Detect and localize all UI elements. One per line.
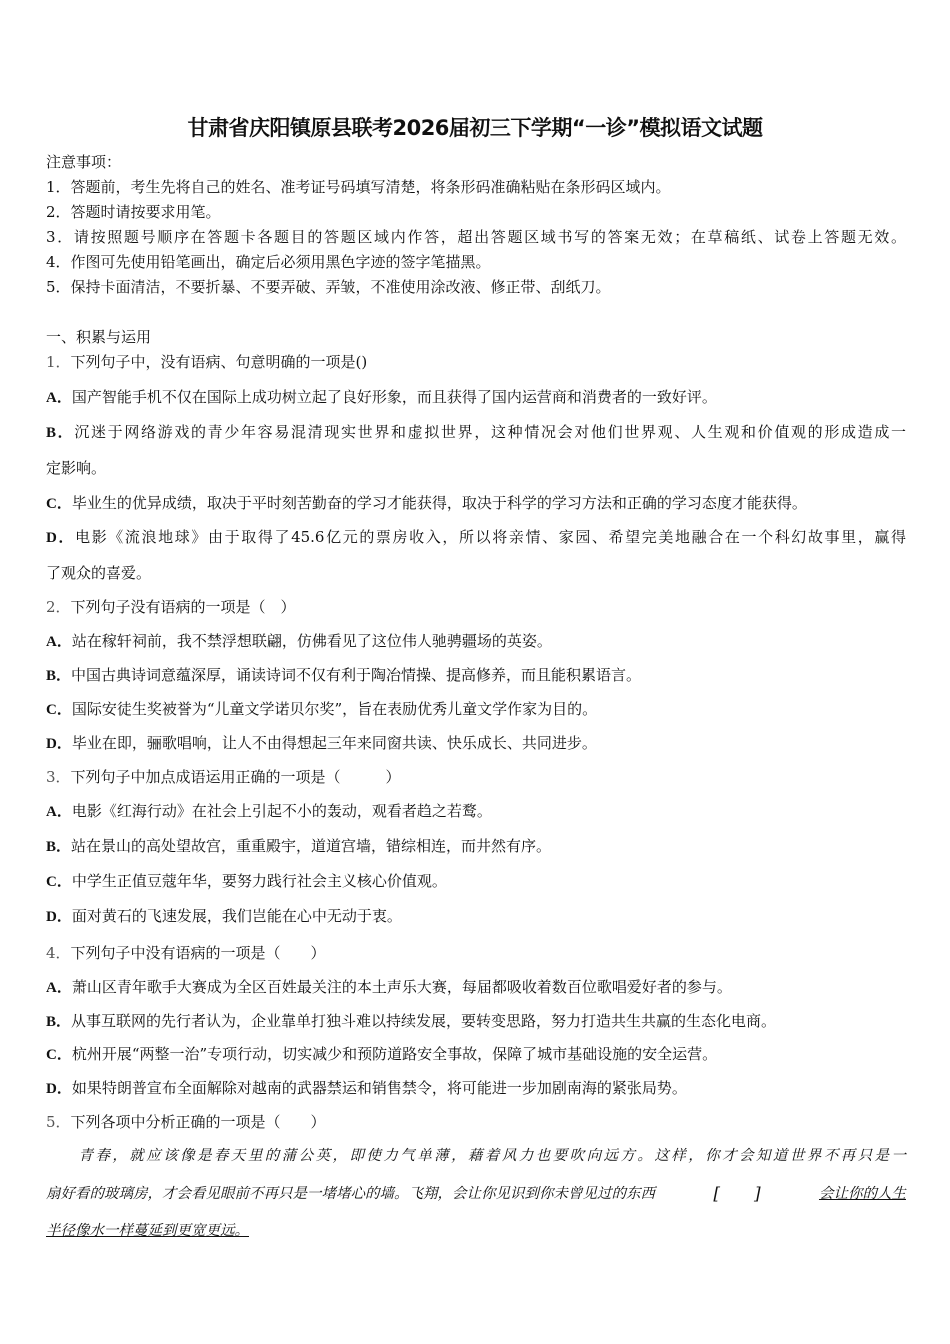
- answer-blank: [ ]: [713, 1184, 761, 1204]
- passage-text: 青春，就应该像是春天里的蒲公英，即使力气单薄，藉着风力也要吹向远方。这样，你才会知道世界不再只是一: [76, 1148, 906, 1164]
- option-label: B．: [46, 839, 72, 855]
- question-text: 下列句子中没有语病的一项是（ ）: [70, 944, 326, 962]
- option-text: 萧山区青年歌手大赛成为全区百姓最关注的本土声乐大赛，每届都吸收着数百位歌唱爱好者的参与。: [71, 978, 732, 996]
- question-stem: [46, 1112, 326, 1132]
- notice-item: 3．请按照题号顺序在答题卡各题目的答题区域内作答，超出答题区域书写的答案无效；在草稿纸、试卷上答题无效。: [46, 228, 906, 246]
- option-d: [46, 563, 151, 583]
- notice-heading: 注意事项：: [46, 153, 122, 171]
- option-label: A．: [46, 804, 72, 820]
- option-text: 杭州开展“两整一治”专项行动，切实减少和预防道路安全事故，保障了城市基础设施的安全运营。: [71, 1045, 718, 1063]
- option-text: 站在景山的高处望故宫，重重殿宇，道道宫墙，错综相连，而井然有序。: [71, 837, 552, 855]
- option-label: A．: [46, 390, 72, 406]
- option-text: 面对黄石的飞速发展，我们岂能在心中无动于衷。: [71, 907, 402, 925]
- question-number: 2．: [46, 598, 71, 616]
- option-d: [46, 1078, 687, 1099]
- option-label: C．: [46, 1047, 72, 1063]
- passage-line: [46, 1146, 906, 1166]
- question-number: 3．: [46, 768, 71, 786]
- option-text: 毕业生的优异成绩，取决于平时刻苦勤奋的学习才能获得，取决于科学的学习方法和正确的学习态度才能获得。: [71, 494, 807, 512]
- option-b: [46, 1011, 776, 1032]
- question-text: 下列句子中加点成语运用正确的一项是（ ）: [70, 768, 401, 786]
- option-label: C．: [46, 702, 72, 718]
- question-text: 下列句子中，没有语病、句意明确的一项是(): [70, 353, 368, 371]
- notice-item: 4．作图可先使用铅笔画出，确定后必须用黑色字迹的签字笔描黑。: [46, 253, 491, 271]
- notice-item: 1．答题前，考生先将自己的姓名、准考证号码填写清楚，将条形码准确粘贴在条形码区域内。: [46, 178, 671, 196]
- section-heading: 一、积累与运用: [46, 328, 152, 346]
- option-text: 了观众的喜爱。: [46, 564, 152, 582]
- option-label: C．: [46, 496, 72, 512]
- option-label: D．: [46, 736, 72, 752]
- question-number: 1．: [46, 353, 71, 371]
- passage-line: [46, 1221, 249, 1241]
- option-label: A．: [46, 980, 72, 996]
- underlined-sentence: 半径像水一样蔓延到更宽更远。: [46, 1223, 249, 1239]
- option-a: [46, 387, 717, 408]
- notice-item: 2．答题时请按要求用笔。: [46, 203, 221, 221]
- option-d: [46, 733, 597, 754]
- option-text: 中国古典诗词意蕴深厚，诵读诗词不仅有利于陶冶情操、提高修养，而且能积累语言。: [71, 666, 642, 684]
- option-label: B．: [46, 425, 75, 441]
- option-text: 毕业在即，骊歌唱响，让人不由得想起三年来同窗共读、快乐成长、共同进步。: [71, 734, 597, 752]
- option-label: D．: [46, 530, 76, 546]
- option-c: [46, 1044, 717, 1065]
- option-text: 定影响。: [46, 459, 107, 477]
- notice-item: 5．保持卡面清洁，不要折暴、不要弄破、弄皱，不准使用涂改液、修正带、刮纸刀。: [46, 278, 611, 296]
- option-text: 国际安徒生奖被誉为“儿童文学诺贝尔奖”，旨在表励优秀儿童文学作家为目的。: [71, 700, 598, 718]
- option-d: [46, 906, 402, 927]
- option-a: [46, 801, 492, 822]
- option-label: D．: [46, 909, 72, 925]
- option-b: [46, 422, 906, 443]
- option-label: D．: [46, 1081, 72, 1097]
- option-c: [46, 493, 807, 514]
- option-text: 电影《流浪地球》由于取得了45.6亿元的票房收入，所以将亲情、家园、希望完美地融合在一个科幻故事里，赢得: [75, 528, 907, 546]
- option-text: 站在稼轩祠前，我不禁浮想联翩，仿佛看见了这位伟人驰骋疆场的英姿。: [71, 632, 552, 650]
- question-text: 下列各项中分析正确的一项是（ ）: [70, 1113, 326, 1131]
- option-b: [46, 458, 106, 478]
- option-text: 沉迷于网络游戏的青少年容易混清现实世界和虚拟世界，这种情况会对他们世界观、人生观和价值观的形成造成一: [74, 423, 906, 441]
- option-label: B．: [46, 1014, 72, 1030]
- question-stem: [46, 943, 326, 963]
- question-stem: [46, 767, 401, 787]
- option-c: [46, 871, 447, 892]
- question-number: 5．: [46, 1113, 71, 1131]
- question-text: 下列句子没有语病的一项是（ ）: [70, 598, 296, 616]
- question-stem: [46, 597, 296, 617]
- option-text: 从事互联网的先行者认为，企业靠单打独斗难以持续发展，要转变思路，努力打造共生共赢的生态化电商。: [71, 1012, 777, 1030]
- page-title: 甘肃省庆阳镇原县联考2026届初三下学期“一诊”模拟语文试题: [187, 116, 763, 140]
- option-text: 中学生正值豆蔻年华，要努力践行社会主义核心价值观。: [71, 872, 447, 890]
- option-text: 如果特朗普宣布全面解除对越南的武器禁运和销售禁令，将可能进一步加剧南海的紧张局势。: [71, 1079, 687, 1097]
- option-d: [46, 527, 906, 548]
- option-text: 电影《红海行动》在社会上引起不小的轰动，观看者趋之若鹜。: [71, 802, 492, 820]
- option-a: [46, 977, 732, 998]
- question-stem: [46, 352, 367, 372]
- question-number: 4．: [46, 944, 71, 962]
- option-b: [46, 836, 551, 857]
- option-label: C．: [46, 874, 72, 890]
- passage-line: [46, 1184, 906, 1204]
- passage-text: 扇好看的玻璃房，才会看见眼前不再只是一堵堵心的墙。飞翔，会让你见识到你未曾见过的东西: [46, 1186, 655, 1202]
- option-label: A．: [46, 634, 72, 650]
- underlined-sentence: 会让你的人生: [818, 1186, 906, 1202]
- option-b: [46, 665, 641, 686]
- option-label: B．: [46, 668, 72, 684]
- option-c: [46, 699, 597, 720]
- option-a: [46, 631, 552, 652]
- option-text: 国产智能手机不仅在国际上成功树立起了良好形象，而且获得了国内运营商和消费者的一致好评。: [71, 388, 717, 406]
